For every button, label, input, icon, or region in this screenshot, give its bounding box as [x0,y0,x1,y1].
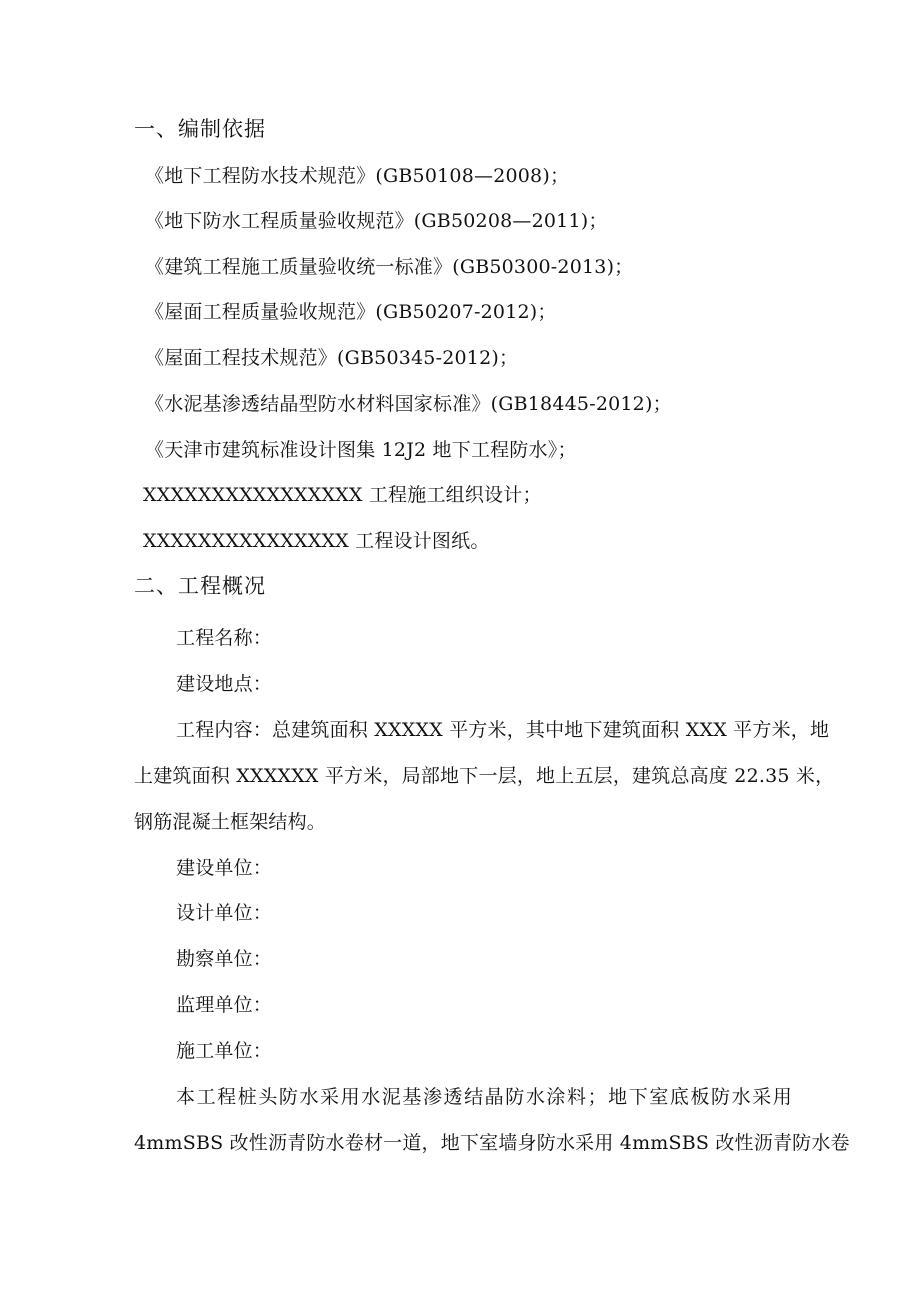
reference-item: 《水泥基渗透结晶型防水材料国家标准》(GB18445-2012)； [145,393,672,415]
waterproof-paragraph-line: 4mmSBS 改性沥青防水卷材一道，地下室墙身防水采用 4mmSBS 改性沥青防水卷 [134,1132,850,1154]
reference-item: 《屋面工程技术规范》(GB50345-2012)； [145,347,519,369]
reference-item: XXXXXXXXXXXXXXXX 工程施工组织设计； [143,484,542,506]
reference-item: XXXXXXXXXXXXXXX 工程设计图纸。 [143,530,490,552]
contractor-label: 施工单位： [176,1040,273,1062]
content-paragraph-line: 工程内容：总建筑面积 XXXXX 平方米，其中地下建筑面积 XXX 平方米，地 [176,719,830,741]
supervisor-label: 监理单位： [176,994,273,1016]
waterproof-paragraph-line: 本工程桩头防水采用水泥基渗透结晶防水涂料；地下室底板防水采用 [176,1086,792,1108]
surveyor-label: 勘察单位： [176,948,273,970]
reference-item: 《天津市建筑标准设计图集 12J2 地下工程防水》； [145,439,577,461]
section-heading-basis: 一、编制依据 [134,117,266,141]
reference-item: 《建筑工程施工质量验收统一标准》(GB50300-2013)； [145,256,634,278]
location-label: 建设地点： [176,673,273,695]
content-paragraph-line: 钢筋混凝土框架结构。 [134,811,327,833]
content-paragraph-line: 上建筑面积 XXXXXX 平方米，局部地下一层，地上五层，建筑总高度 22.35 米， [134,765,835,787]
reference-item: 《地下防水工程质量验收规范》(GB50208—2011)； [145,210,608,232]
owner-label: 建设单位： [176,857,273,879]
designer-label: 设计单位： [176,902,273,924]
project-name-label: 工程名称： [176,627,273,649]
reference-item: 《屋面工程质量验收规范》(GB50207-2012)； [145,301,557,323]
section-heading-overview: 二、工程概况 [134,574,266,598]
reference-item: 《地下工程防水技术规范》(GB50108—2008)； [145,165,570,187]
